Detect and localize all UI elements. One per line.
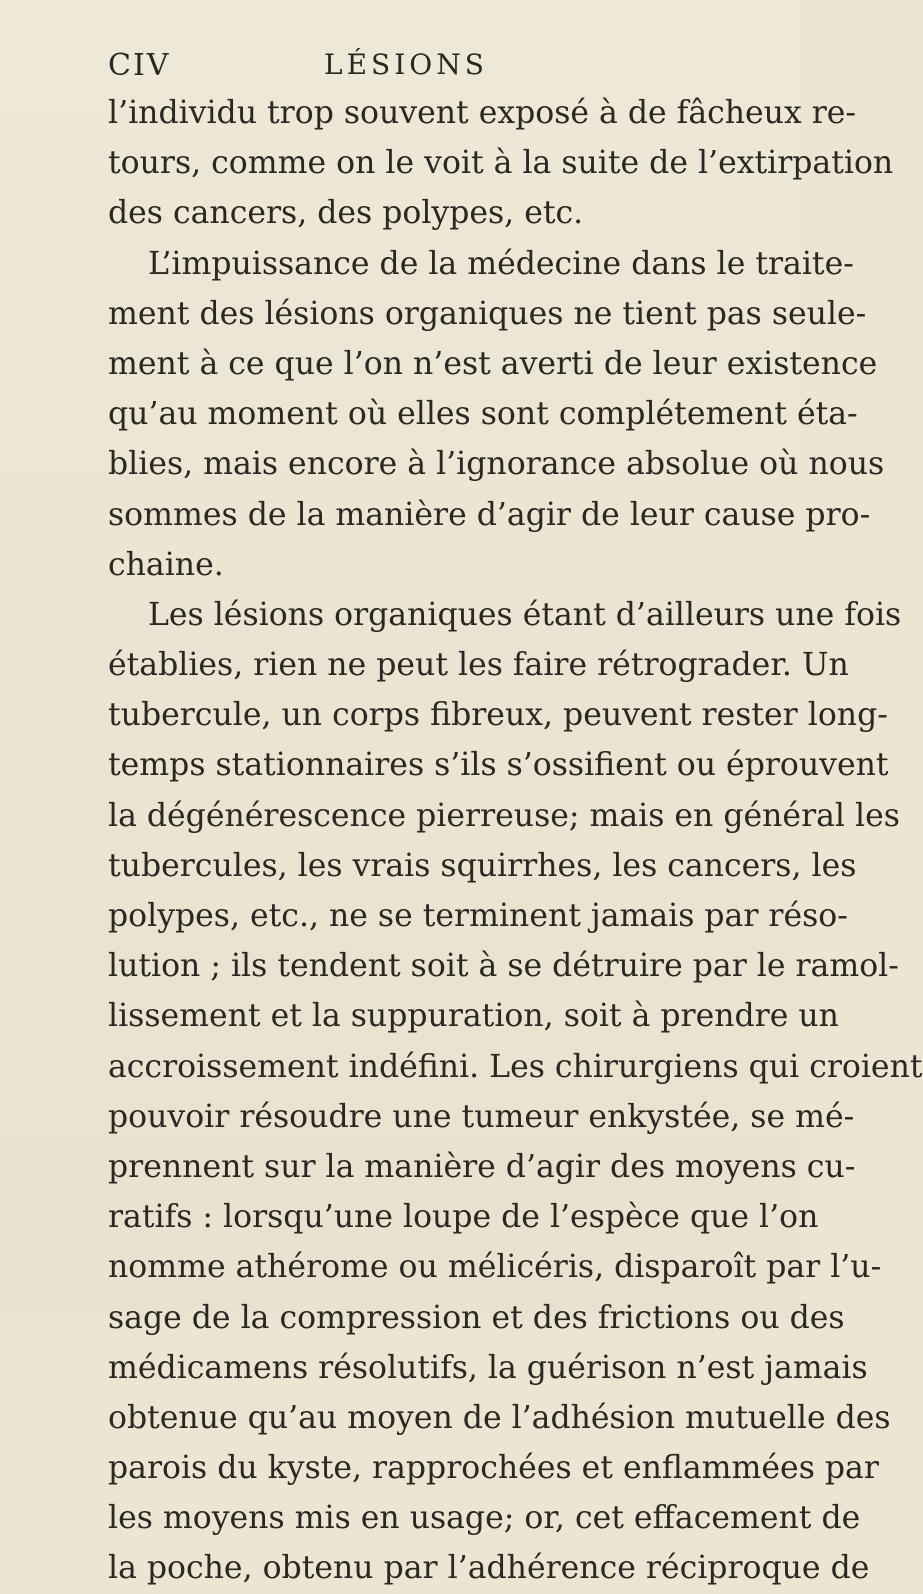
text-line: tubercule, un corps fibreux, peuvent rester long- — [108, 697, 888, 734]
text-line: lution ; ils tendent soit à se détruire par le ramol- — [108, 948, 899, 985]
body-text — [108, 88, 923, 1594]
text-line: établies, rien ne peut les faire rétrograder. Un — [108, 647, 849, 684]
text-line: L’impuissance de la médecine dans le traite- — [148, 245, 854, 282]
page-header — [0, 48, 800, 92]
text-line: pouvoir résoudre une tumeur enkystée, se mé- — [108, 1098, 855, 1135]
text-line: Les lésions organiques étant d’ailleurs une fois — [148, 596, 902, 633]
text-line: les moyens mis en usage; or, cet effacement de — [108, 1500, 861, 1537]
text-line: médicamens résolutifs, la guérison n’est jamais — [108, 1349, 868, 1386]
text-line: ratifs : lorsqu’une loupe de l’espèce que l’on — [108, 1199, 819, 1236]
text-line: qu’au moment où elles sont complétement éta- — [108, 396, 858, 433]
text-line: ment à ce que l’on n’est averti de leur existence — [108, 345, 878, 382]
text-line: la poche, obtenu par l’adhérence réciproque de — [108, 1550, 870, 1587]
text-line: l’individu trop souvent exposé à de fâcheux re- — [108, 95, 857, 131]
text-line: ment des lésions organiques ne tient pas seule- — [108, 295, 867, 332]
text-line: obtenue qu’au moyen de l’adhésion mutuelle des — [108, 1399, 891, 1436]
text-line: polypes, etc., ne se terminent jamais par réso- — [108, 898, 848, 934]
text-line: la dégénérescence pierreuse; mais en général les — [108, 797, 900, 834]
text-line: chaine. — [108, 546, 224, 583]
text-line: lissement et la suppuration, soit à prendre un — [108, 998, 839, 1035]
text-line: des cancers, des polypes, etc. — [108, 195, 584, 232]
text-line: tubercules, les vrais squirrhes, les cancers, les — [108, 847, 857, 884]
text-line: tours, comme on le voit à la suite de l’extirpation — [108, 145, 894, 182]
text-line: blies, mais encore à l’ignorance absolue où nous — [108, 446, 885, 483]
text-line: sage de la compression et des frictions ou des — [108, 1299, 845, 1336]
page-number: CIV — [108, 48, 171, 83]
text-line: temps stationnaires s’ils s’ossifient ou éprouvent — [108, 747, 889, 784]
text-line: parois du kyste, rapprochées et enflammées par — [108, 1450, 879, 1487]
text-line: nomme athérome ou mélicéris, disparoît par l’u- — [108, 1249, 882, 1286]
text-line: sommes de la manière d’agir de leur cause pro- — [108, 496, 871, 533]
running-head: LÉSIONS — [324, 48, 488, 81]
text-line: accroissement indéfini. Les chirurgiens qui croient — [108, 1048, 923, 1085]
text-line: prennent sur la manière d’agir des moyens cu- — [108, 1148, 856, 1185]
